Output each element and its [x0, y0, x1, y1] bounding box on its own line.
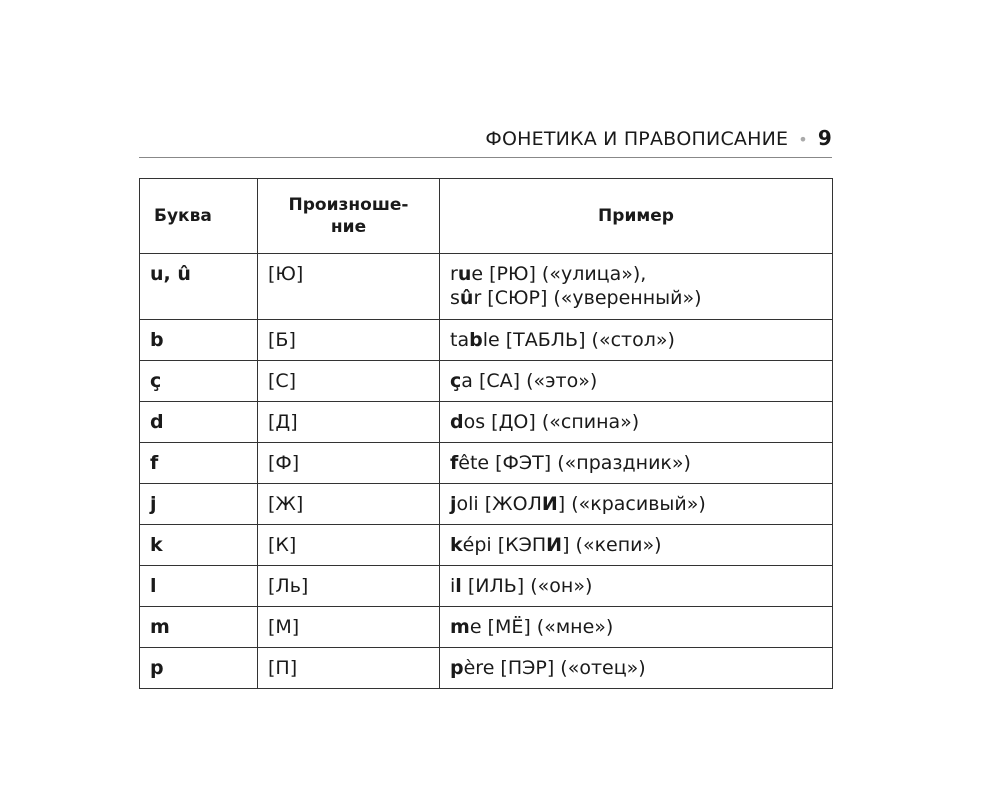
- highlighted-letter: d: [450, 411, 464, 433]
- example-cell: [440, 484, 833, 525]
- example-line: [450, 615, 822, 639]
- example-text: s: [450, 287, 460, 309]
- table-row: [140, 443, 833, 484]
- section-title: ФОНЕТИКА И ПРАВОПИСАНИЕ: [485, 128, 789, 150]
- highlighted-letter: k: [450, 534, 463, 556]
- highlighted-letter: p: [450, 657, 464, 679]
- table-header-row: [140, 179, 833, 254]
- example-text: oli [ЖОЛ: [456, 493, 542, 515]
- pronunciation-cell: [Б]: [258, 320, 440, 361]
- example-text: ] («красивый»): [557, 493, 706, 515]
- table-row: [140, 402, 833, 443]
- example-text: e [РЮ] («улица»),: [471, 263, 647, 285]
- letter-cell: u, û: [140, 254, 258, 320]
- page-number: 9: [817, 126, 832, 150]
- pronunciation-cell: [Д]: [258, 402, 440, 443]
- example-line: [450, 451, 822, 475]
- example-line: [450, 410, 822, 434]
- example-text: r: [450, 263, 458, 285]
- letter-cell: d: [140, 402, 258, 443]
- example-line: [450, 328, 822, 352]
- example-cell: [440, 525, 833, 566]
- example-text: ta: [450, 329, 470, 351]
- example-cell: [440, 402, 833, 443]
- letter-cell: k: [140, 525, 258, 566]
- letter-cell: m: [140, 607, 258, 648]
- example-cell: [440, 254, 833, 320]
- header-pronunciation: Произноше- ние: [258, 179, 440, 254]
- example-text: os [ДО] («спина»): [463, 411, 640, 433]
- letter-cell: l: [140, 566, 258, 607]
- pronunciation-cell: [Ль]: [258, 566, 440, 607]
- table-row: [140, 361, 833, 402]
- example-text: r [СЮР] («уверенный»): [473, 287, 702, 309]
- example-text: épi [КЭП: [462, 534, 547, 556]
- highlighted-letter: û: [459, 287, 474, 309]
- header-example: Пример: [440, 179, 833, 254]
- highlighted-letter: u: [457, 263, 472, 285]
- letter-cell: j: [140, 484, 258, 525]
- pronunciation-cell: [Ф]: [258, 443, 440, 484]
- highlighted-letter: f: [450, 452, 459, 474]
- pronunciation-cell: [К]: [258, 525, 440, 566]
- example-text: a [СА] («это»): [461, 370, 598, 392]
- example-cell: [440, 320, 833, 361]
- example-cell: [440, 361, 833, 402]
- highlighted-letter: И: [541, 493, 558, 515]
- example-cell: [440, 566, 833, 607]
- example-text: e [МЁ] («мне»): [469, 616, 614, 638]
- example-line: [450, 262, 822, 286]
- example-text: ête [ФЭТ] («праздник»): [458, 452, 691, 474]
- example-text: i: [450, 575, 456, 597]
- table-row: [140, 607, 833, 648]
- table-row: [140, 525, 833, 566]
- table-row: [140, 484, 833, 525]
- example-line: [450, 574, 822, 598]
- example-line: [450, 656, 822, 680]
- example-cell: [440, 443, 833, 484]
- highlighted-letter: j: [450, 493, 457, 515]
- header-letter: Буква: [140, 179, 258, 254]
- example-line: [450, 369, 822, 393]
- example-text: ère [ПЭР] («отец»): [463, 657, 646, 679]
- pronunciation-cell: [Ю]: [258, 254, 440, 320]
- highlighted-letter: ç: [450, 370, 462, 392]
- letter-cell: p: [140, 648, 258, 689]
- example-text: [ИЛЬ] («он»): [461, 575, 593, 597]
- example-cell: [440, 648, 833, 689]
- header-rule: [139, 157, 832, 158]
- table-row: [140, 320, 833, 361]
- table-row: [140, 566, 833, 607]
- table-row: [140, 254, 833, 320]
- pronunciation-cell: [Ж]: [258, 484, 440, 525]
- highlighted-letter: И: [546, 534, 563, 556]
- example-text: ] («кепи»): [562, 534, 662, 556]
- example-line: [450, 286, 822, 310]
- letter-cell: f: [140, 443, 258, 484]
- example-text: le [ТАБЛЬ] («стол»): [482, 329, 675, 351]
- example-cell: [440, 607, 833, 648]
- highlighted-letter: m: [450, 616, 470, 638]
- letters-table: [139, 178, 833, 689]
- pronunciation-cell: [С]: [258, 361, 440, 402]
- example-line: [450, 533, 822, 557]
- highlighted-letter: b: [469, 329, 483, 351]
- example-line: [450, 492, 822, 516]
- letter-cell: b: [140, 320, 258, 361]
- pronunciation-cell: [П]: [258, 648, 440, 689]
- table-row: [140, 648, 833, 689]
- letter-cell: ç: [140, 361, 258, 402]
- highlighted-letter: l: [455, 575, 462, 597]
- pronunciation-cell: [М]: [258, 607, 440, 648]
- running-head: [139, 126, 832, 156]
- bullet-separator: •: [798, 130, 808, 149]
